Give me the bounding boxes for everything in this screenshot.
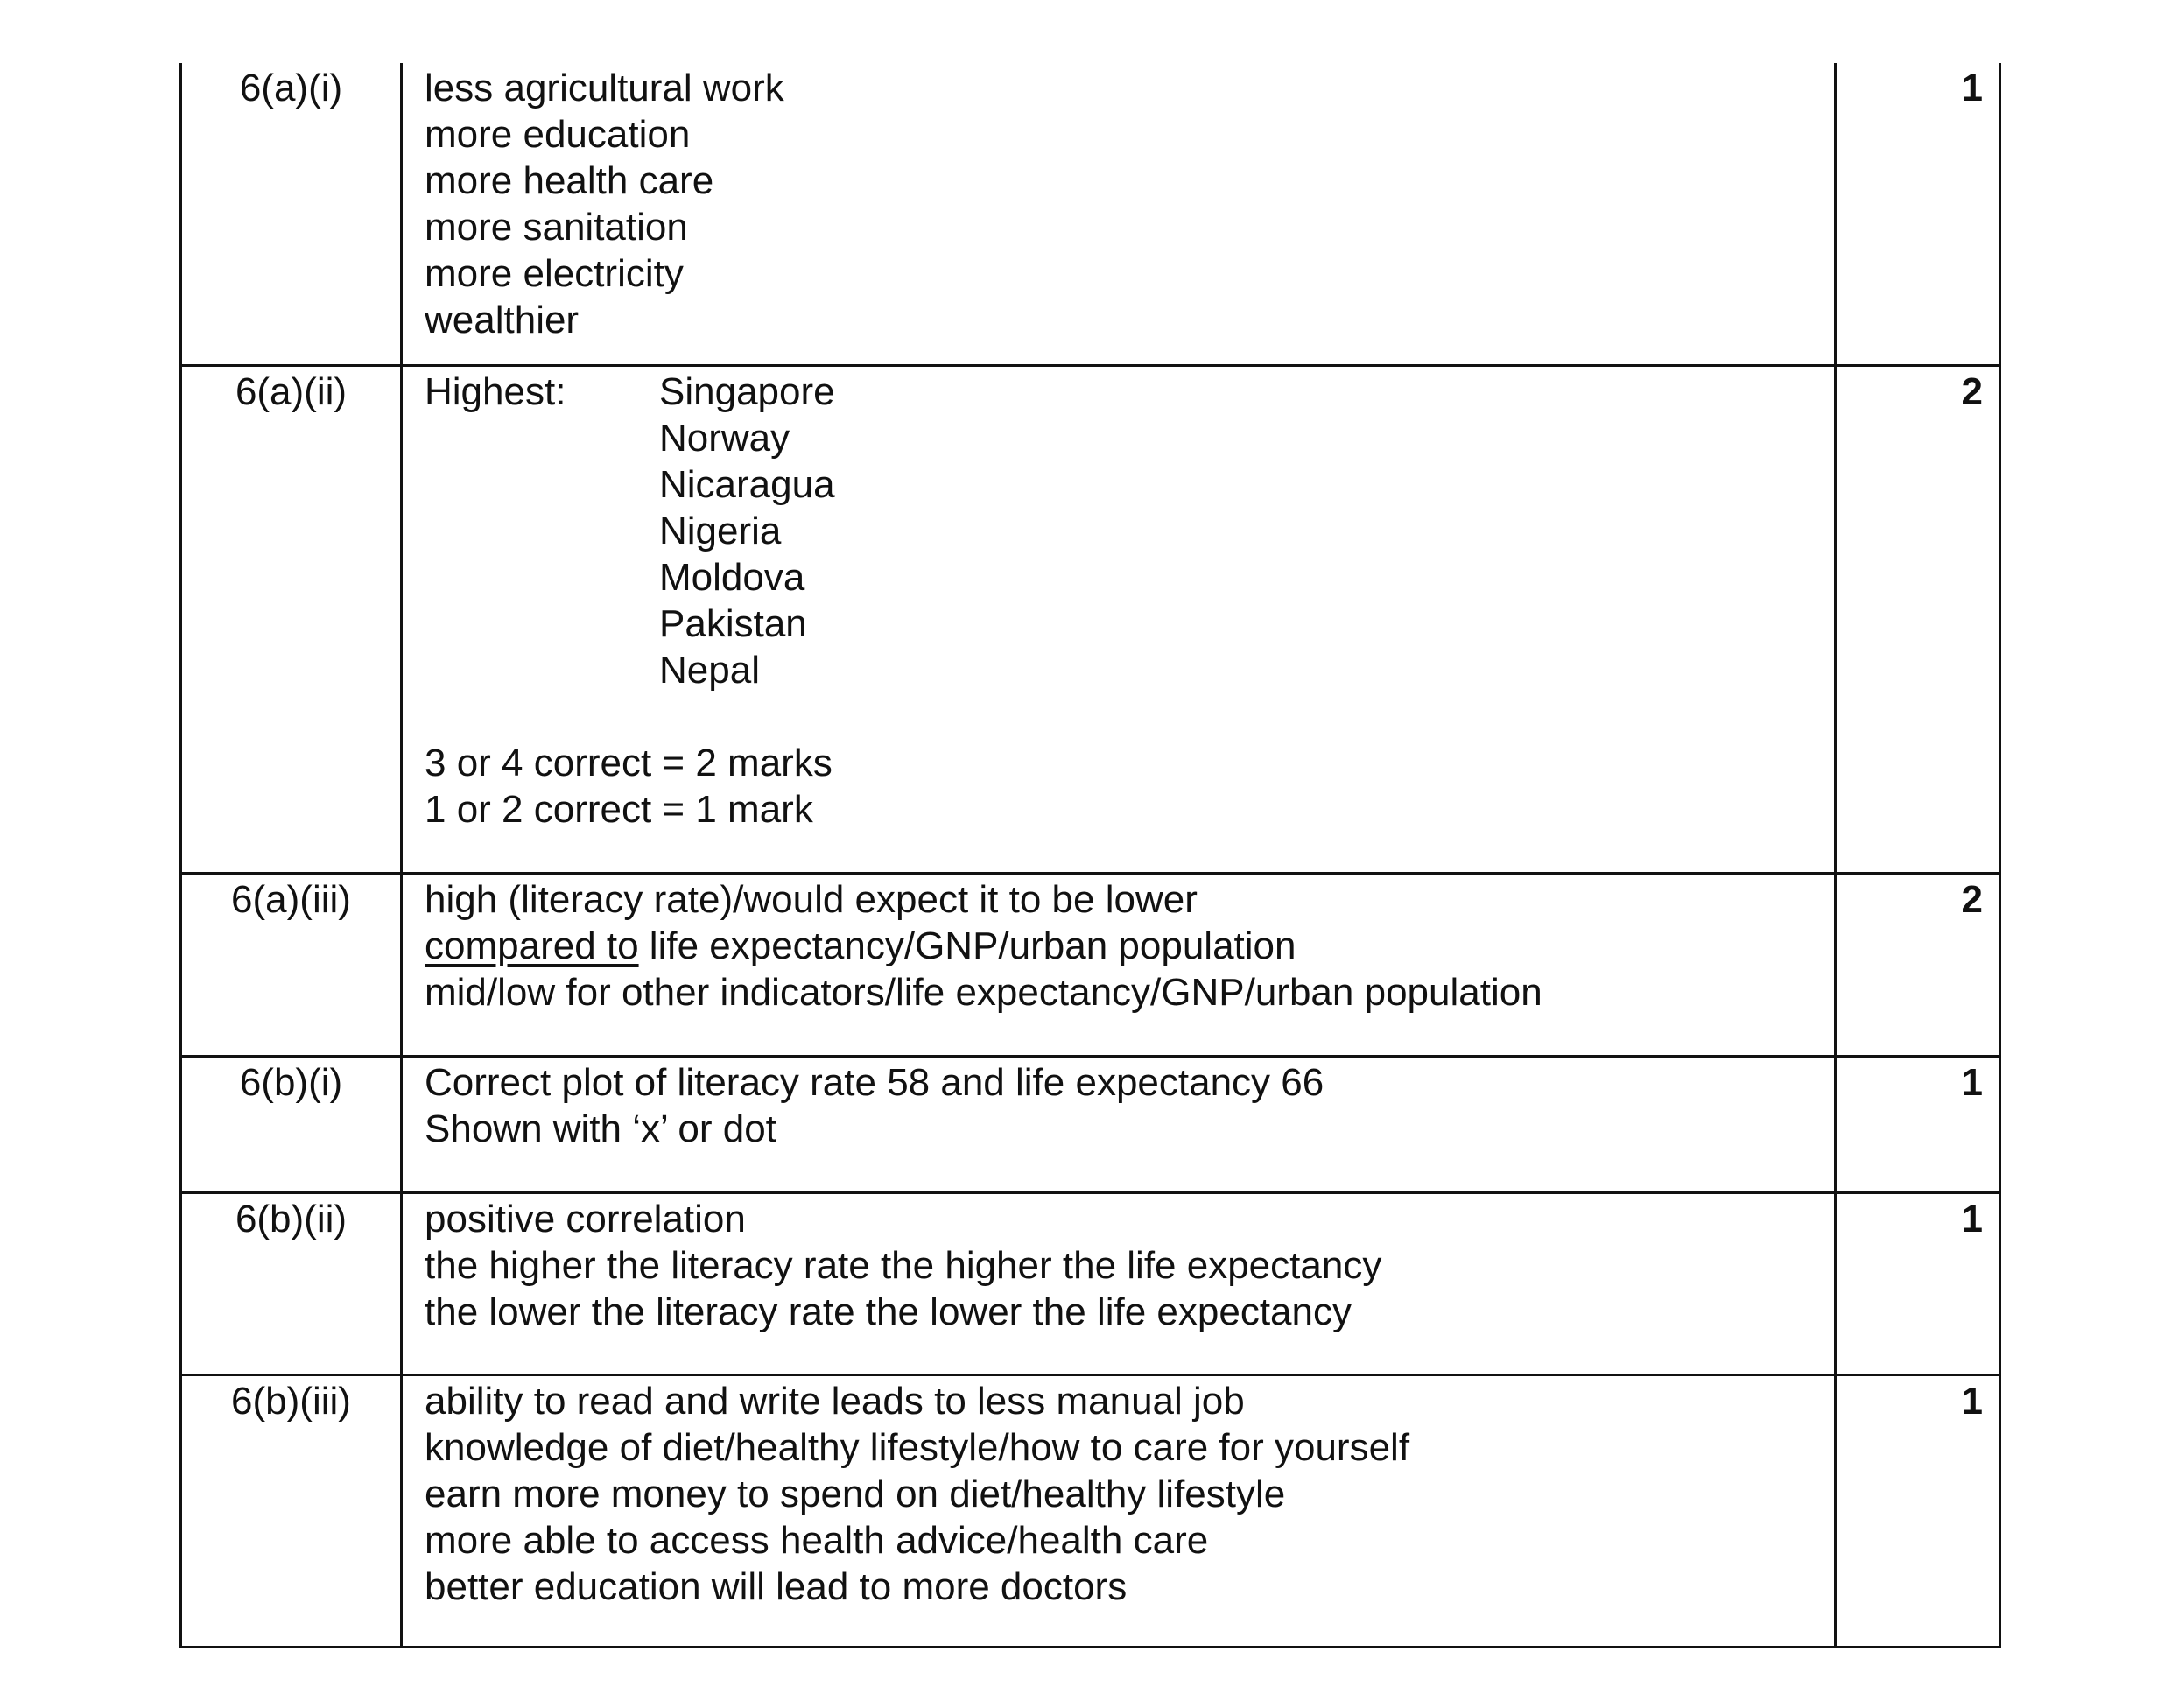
marks-value: 1 (1836, 63, 2000, 365)
country-item: Pakistan (659, 601, 807, 645)
highest-list (425, 369, 1834, 693)
table-row (181, 365, 2000, 873)
marks-value: 1 (1836, 1056, 2000, 1192)
answer-cell (402, 63, 1836, 365)
country-item: Singapore (659, 369, 835, 413)
answer-line: more able to access health advice/health care (425, 1518, 1209, 1562)
question-number: 6(a)(i) (181, 63, 402, 365)
country-item: Nigeria (659, 509, 782, 552)
answer-line: more sanitation (425, 206, 688, 249)
answer-line: the higher the literacy rate the higher the life expectancy (425, 1243, 1382, 1287)
country-list (659, 369, 835, 693)
answer-line: earn more money to spend on diet/healthy lifestyle (425, 1472, 1286, 1515)
answer-cell (402, 365, 1836, 873)
answer-line: knowledge of diet/healthy lifestyle/how to care for yourself (425, 1425, 1410, 1469)
question-number: 6(b)(i) (181, 1056, 402, 1192)
answer-cell (402, 873, 1836, 1056)
answer-line: more health care (425, 159, 714, 202)
table-row (181, 1056, 2000, 1192)
table-row (181, 1192, 2000, 1374)
table-row (181, 1374, 2000, 1647)
question-number: 6(a)(iii) (181, 873, 402, 1056)
answer-line: more education (425, 113, 691, 156)
country-item: Nicaragua (659, 462, 835, 506)
answer-line: ability to read and write leads to less manual job (425, 1379, 1245, 1423)
answer-line: high (literacy rate)/would expect it to be lower (425, 877, 1198, 921)
answer-line-rest: life expectancy/GNP/urban population (638, 924, 1296, 967)
scoring-rule: 3 or 4 correct = 2 marks (425, 741, 833, 784)
answer-line: Correct plot of literacy rate 58 and life expectancy 66 (425, 1060, 1324, 1104)
answer-line: mid/low for other indicators/life expectancy/GNP/urban population (425, 970, 1542, 1014)
table-row (181, 63, 2000, 365)
answer-line: less agricultural work (425, 67, 784, 109)
answer-line: positive correlation (425, 1197, 746, 1241)
scoring-rule: 1 or 2 correct = 1 mark (425, 787, 813, 831)
marks-value: 1 (1836, 1374, 2000, 1647)
answer-line: better education will lead to more doctors (425, 1564, 1128, 1608)
answer-line (425, 923, 1834, 969)
marks-value: 2 (1836, 873, 2000, 1056)
question-number: 6(b)(ii) (181, 1192, 402, 1374)
answer-line: more electricity (425, 252, 684, 295)
mark-scheme-table (179, 63, 2001, 1648)
highest-label: Highest: (425, 369, 566, 413)
question-number: 6(a)(ii) (181, 365, 402, 873)
country-item: Moldova (659, 555, 805, 599)
country-item: Nepal (659, 648, 760, 692)
answer-cell (402, 1374, 1836, 1647)
answer-line: the lower the literacy rate the lower the life expectancy (425, 1290, 1352, 1333)
marks-value: 1 (1836, 1192, 2000, 1374)
answer-cell (402, 1056, 1836, 1192)
answer-cell (402, 1192, 1836, 1374)
table-row (181, 873, 2000, 1056)
answer-line: Shown with ‘x’ or dot (425, 1107, 776, 1150)
underlined-phrase: compared to (425, 924, 639, 967)
country-item: Norway (659, 416, 790, 460)
question-number: 6(b)(iii) (181, 1374, 402, 1647)
spacer (425, 693, 1834, 740)
answer-line: wealthier (425, 299, 580, 341)
marks-value: 2 (1836, 365, 2000, 873)
